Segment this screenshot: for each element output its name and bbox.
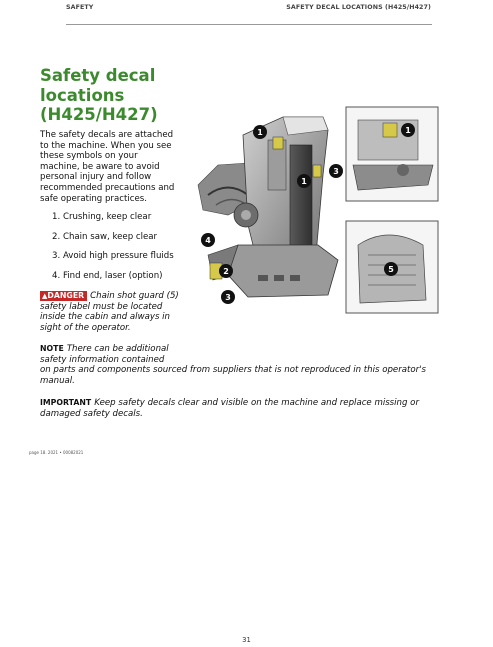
- callout-marker: [201, 233, 215, 247]
- danger-badge: [40, 291, 87, 301]
- intro-line: personal injury and follow: [40, 172, 152, 183]
- intro-line: to the machine. When you see: [40, 140, 172, 151]
- page-title: [40, 66, 200, 125]
- callout-number: 5: [388, 265, 394, 274]
- intro-line: The safety decals are attached: [40, 130, 174, 140]
- callout-number: 4: [205, 236, 211, 245]
- decal-list-item: [52, 271, 163, 281]
- decal-number: 2.: [52, 231, 61, 242]
- decal-number: 3.: [52, 251, 61, 261]
- important-label: IMPORTANT: [40, 398, 92, 407]
- title-line: locations: [40, 85, 125, 105]
- header-section: SAFETY: [66, 4, 94, 11]
- note-line: There can be additional: [66, 344, 169, 354]
- inset-top-detail: [346, 107, 438, 201]
- callout-marker: [219, 264, 233, 278]
- note-label: NOTE: [40, 344, 64, 353]
- danger-notice: [40, 291, 180, 333]
- note-line: safety information contained: [40, 354, 165, 365]
- warning-triangle-icon: ▲: [42, 292, 48, 300]
- decal-list-item: [52, 232, 157, 242]
- decal-label: Find end, laser (option): [62, 270, 163, 281]
- danger-line: safety label must be located: [40, 301, 163, 312]
- intro-line: safe operating practices.: [40, 193, 147, 204]
- callout-number: 3: [333, 167, 339, 176]
- intro-line: recommended precautions and: [40, 182, 175, 193]
- callout-number: 1: [405, 126, 411, 135]
- callout-number: 3: [225, 293, 231, 302]
- machine-body: [198, 117, 338, 297]
- danger-line: sight of the operator.: [40, 322, 131, 333]
- danger-label: DANGER: [47, 291, 85, 300]
- danger-line: inside the cabin and always in: [40, 312, 170, 323]
- callout-marker: [384, 262, 398, 276]
- callout-number: 2: [223, 267, 229, 276]
- decal-list-item: [52, 251, 174, 261]
- page-number: 31: [242, 636, 251, 644]
- note-line: manual.: [40, 375, 75, 386]
- note-line: on parts and components sourced from suppliers that is not reproduced in this operator's: [40, 365, 426, 376]
- important-line: Keep safety decals clear and visible on the machine and replace missing or: [94, 398, 419, 408]
- decal-list-item: [52, 212, 151, 222]
- callout-marker: [401, 123, 415, 137]
- decal-label: Chain saw, keep clear: [62, 231, 158, 242]
- intro-line: machine, be aware to avoid: [40, 161, 160, 172]
- note-block: [40, 344, 440, 386]
- title-line: Safety decal: [40, 66, 156, 85]
- footer-code: page 18. 2021 • 00082021: [29, 450, 84, 455]
- header-page-title: SAFETY DECAL LOCATIONS (H425/H427): [286, 4, 431, 11]
- callout-marker: [297, 174, 311, 188]
- callout-marker: [221, 290, 235, 304]
- danger-line: Chain shot guard (5): [90, 291, 179, 301]
- intro-paragraph: [40, 130, 180, 204]
- decal-number: 4.: [52, 270, 61, 281]
- callout-number: 1: [257, 128, 263, 137]
- title-line: (H425/H427): [40, 105, 158, 124]
- decal-label: Crushing, keep clear: [62, 212, 152, 222]
- callout-number: 1: [301, 177, 307, 186]
- header-divider: [66, 24, 432, 25]
- callout-marker: [253, 125, 267, 139]
- decal-number: 1.: [52, 212, 61, 222]
- callout-marker: [329, 164, 343, 178]
- important-line: damaged safety decals.: [40, 408, 143, 419]
- decal-label: Avoid high pressure fluids: [62, 251, 174, 261]
- harvester-head-illustration: [188, 105, 446, 320]
- intro-line: these symbols on your: [40, 151, 138, 162]
- important-block: [40, 398, 440, 419]
